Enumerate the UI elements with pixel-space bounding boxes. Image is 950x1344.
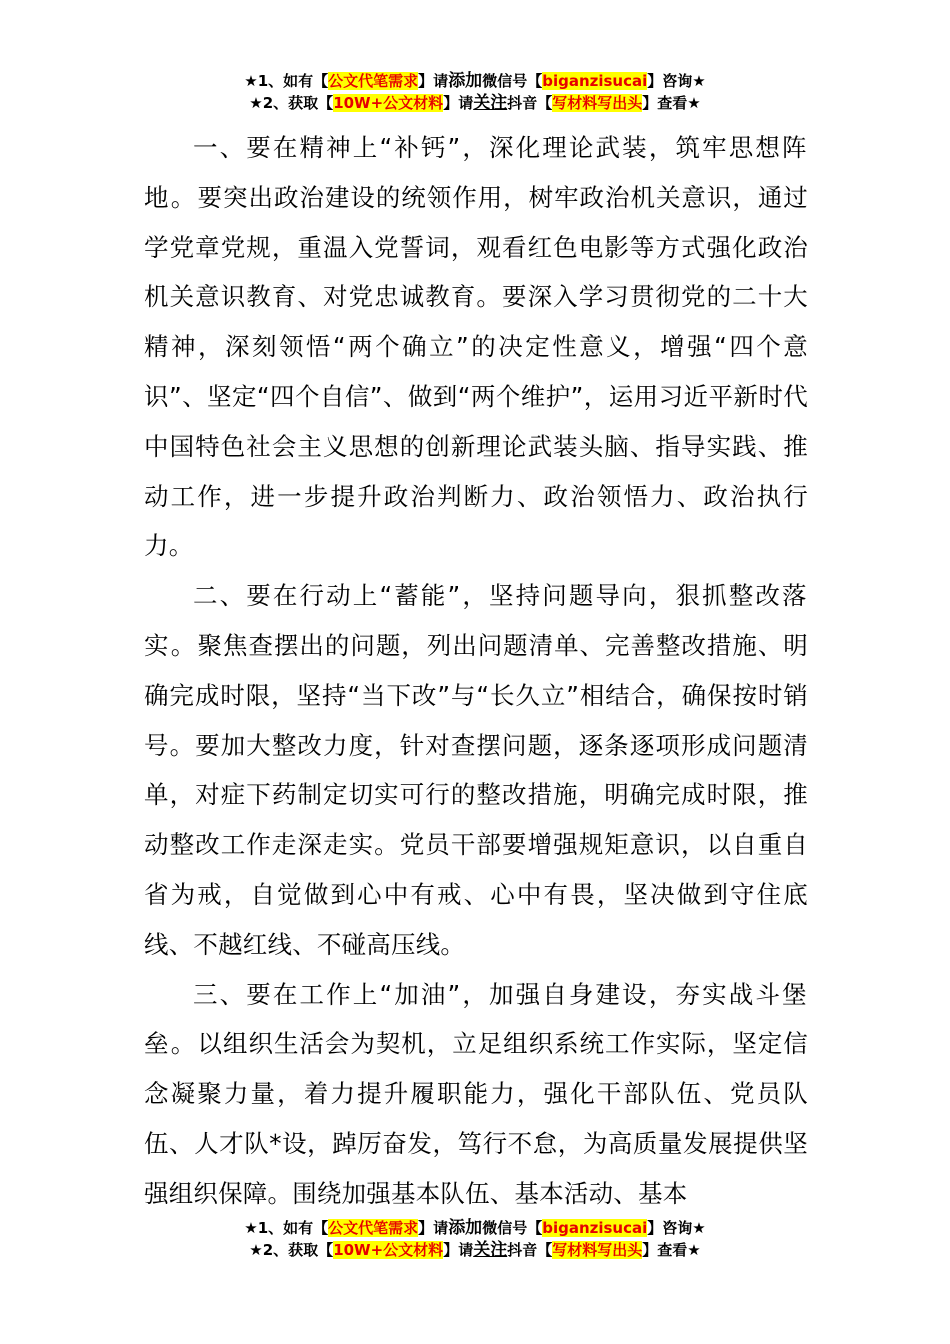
- footer-promo-line-1-mid: 】请: [418, 1219, 449, 1237]
- footer-promo-line-1-bold-word: 添加: [448, 1218, 483, 1238]
- promo-line-1: [0, 70, 950, 92]
- paragraph-3-text: 以组织生活会为契机，立足组织系统工作实际，坚定信念凝聚力量，着力提升履职能力，强化干部队伍、党员队伍、人才队*设，踔厉奋发，笃行不怠，为高质量发展提供坚强组织保障。围绕加强基本队伍、基本活动、基本: [144, 1029, 808, 1208]
- paragraph-1-text: 要突出政治建设的统领作用，树牢政治机关意识，通过学党章党规，重温入党誓词，观看红色电影等方式强化政治机关意识教育、对党忠诚教育。要深入学习贯彻党的二十大精神，深刻领悟“两个确立”的决定性意义，增强“四个意识”、坚定“四个自信”、做到“两个维护”，运用习近平新时代中国特色社会主义思想的创新理论武装头脑、指导实践、推动工作，进一步提升政治判断力、政治领悟力、政治执行力。: [144, 182, 808, 561]
- promo-line-1-highlight-service: 公文代笔需求: [328, 72, 419, 90]
- footer-promo-line-1-highlight-service: 公文代笔需求: [328, 1219, 419, 1237]
- footer-promo-banner: [0, 1217, 950, 1261]
- promo-line-2-highlight-douyin: 写材料写出头: [552, 94, 643, 112]
- footer-promo-line-2-prefix: ★2、获取【: [249, 1241, 334, 1259]
- promo-line-1-prefix: ★1、如有【: [244, 72, 329, 90]
- promo-line-2-highlight-materials: 10W+公文材料: [333, 94, 444, 112]
- footer-promo-line-2-mid2: 抖音【: [507, 1241, 553, 1259]
- promo-line-2-bold-word: 关注: [473, 93, 508, 113]
- footer-promo-line-1-highlight-wechat: biganzisucai: [542, 1219, 648, 1237]
- promo-line-1-suffix: 】咨询★: [647, 72, 706, 90]
- footer-promo-line-1-suffix: 】咨询★: [647, 1219, 706, 1237]
- footer-promo-line-2-mid: 】请: [443, 1241, 474, 1259]
- header-promo-banner: [0, 70, 950, 114]
- paragraph-2-text: 聚焦查摆出的问题，列出问题清单、完善整改措施、明确完成时限，坚持“当下改”与“长久立”相结合，确保按时销号。要加大整改力度，针对查摆问题，逐条逐项形成问题清单，对症下药制定切实可行的整改措施，明确完成时限，推动整改工作走深走实。党员干部要增强规矩意识，以自重自省为戒，自觉做到心中有戒、心中有畏，坚决做到守住底线、不越红线、不碰高压线。: [144, 630, 808, 959]
- promo-line-2-mid2: 抖音【: [507, 94, 553, 112]
- footer-promo-line-1-mid2: 微信号【: [482, 1219, 543, 1237]
- document-body: [144, 123, 808, 1219]
- paragraph-1: [144, 123, 808, 571]
- promo-line-1-mid2: 微信号【: [482, 72, 543, 90]
- paragraph-3: [144, 970, 808, 1219]
- promo-line-1-bold-word: 添加: [448, 71, 483, 91]
- footer-promo-line-1-prefix: ★1、如有【: [244, 1219, 329, 1237]
- promo-line-2-suffix: 】查看★: [642, 94, 701, 112]
- promo-line-2: [0, 92, 950, 114]
- footer-promo-line-2-highlight-materials: 10W+公文材料: [333, 1241, 444, 1259]
- promo-line-1-highlight-wechat: biganzisucai: [542, 72, 648, 90]
- promo-line-2-prefix: ★2、获取【: [249, 94, 334, 112]
- footer-promo-line-2-suffix: 】查看★: [642, 1241, 701, 1259]
- footer-promo-line-2-bold-word: 关注: [473, 1240, 508, 1260]
- paragraph-3-heading: 三、要在工作上“加油”，加强自身建设，夯实战斗堡垒。: [144, 979, 808, 1059]
- paragraph-2: [144, 571, 808, 969]
- paragraph-2-heading: 二、要在行动上“蓄能”，坚持问题导向，狠抓整改落实。: [144, 581, 808, 660]
- promo-line-2-mid: 】请: [443, 94, 474, 112]
- footer-promo-line-2-highlight-douyin: 写材料写出头: [552, 1241, 643, 1259]
- paragraph-1-heading: 一、要在精神上“补钙”，深化理论武装，筑牢思想阵地。: [144, 133, 808, 212]
- footer-promo-line-1: [0, 1217, 950, 1239]
- promo-line-1-mid: 】请: [418, 72, 449, 90]
- footer-promo-line-2: [0, 1239, 950, 1261]
